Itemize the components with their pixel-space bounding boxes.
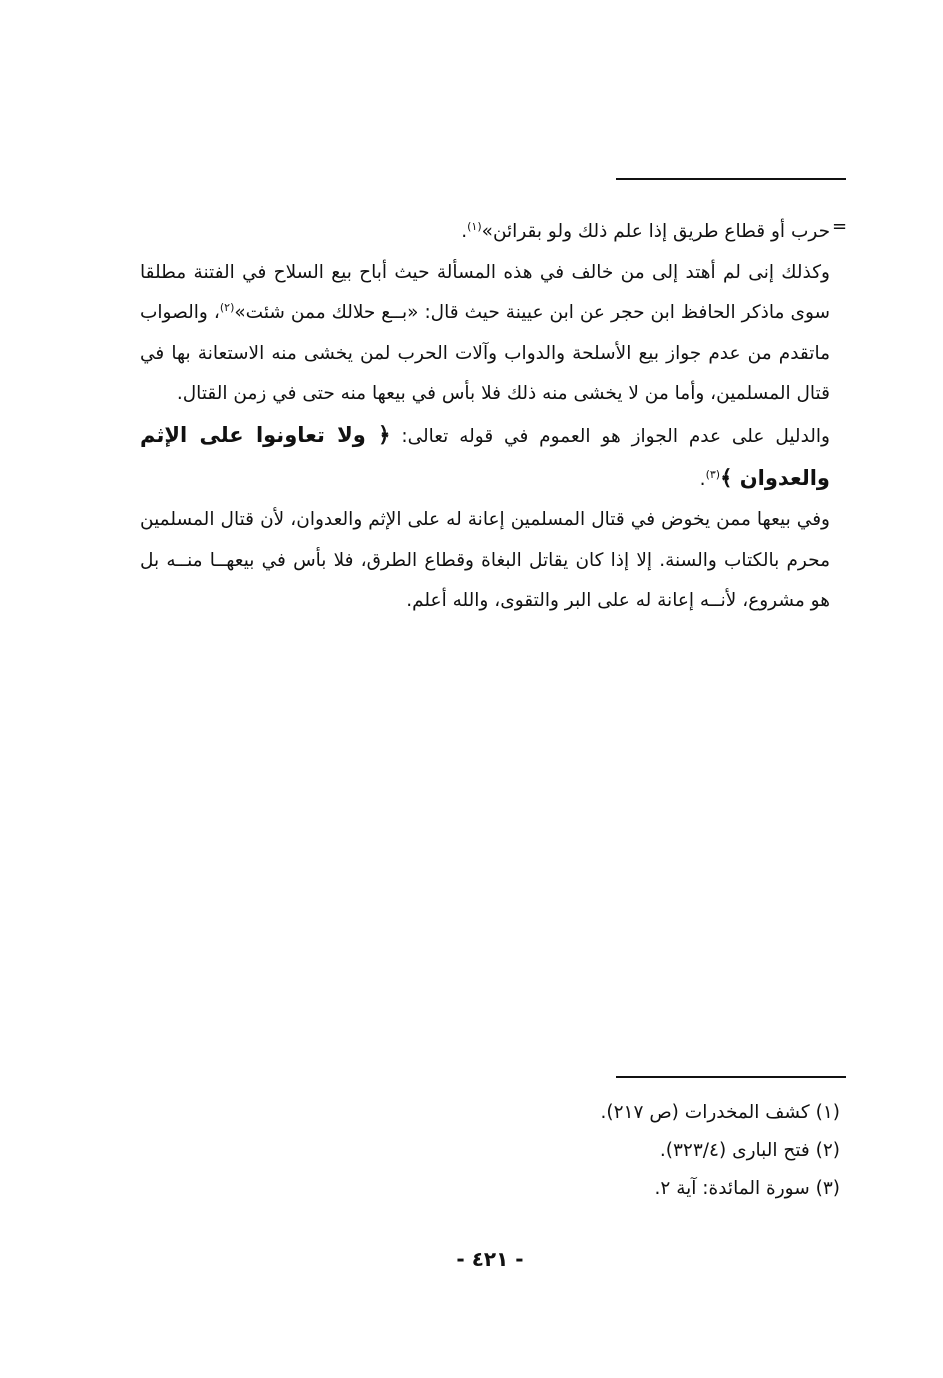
footnote-divider: [616, 1076, 846, 1078]
paragraph-1-text: حرب أو قطاع طريق إذا علم ذلك ولو بقرائن»: [481, 221, 830, 242]
paragraph-3: [140, 415, 830, 500]
footnote-ref-2: (٢): [219, 301, 235, 315]
paragraph-3-end: .: [699, 468, 706, 490]
paragraph-1: [140, 212, 830, 253]
footnotes: [380, 1094, 840, 1208]
top-divider: [616, 178, 846, 180]
paragraph-4: وفي بيعها ممن يخوض في قتال المسلمين إعانة له على الإثم والعدوان، لأن قتال المسلمين محرم بالكتاب والسنة. إلا إذا كان يقاتل البغاة وقطاع الطرق، فلا بأس في بيعهــا منــه بل هو مشروع، لأنــه إعانة له على البر والتقوى، والله أعلم.: [140, 509, 830, 612]
footnote-ref-1: (١): [467, 219, 482, 233]
paragraph-3-before: والدليل على عدم الجواز هو العموم في قوله تعالى:: [390, 425, 830, 447]
footnote-1: (١) كشف المخدرات (ص ٢١٧).: [600, 1102, 840, 1123]
paragraph-2: [140, 253, 830, 415]
continuation-marker: =: [832, 216, 848, 237]
footnote-2: (٢) فتح البارى (٣٢٣/٤).: [659, 1140, 840, 1161]
footnote-ref-3: (٣): [705, 467, 721, 481]
page-number: - ٤٢١ -: [456, 1247, 524, 1271]
quran-verse: ﴿ ولا تعاونوا على الإثم والعدوان ﴾: [140, 422, 830, 490]
main-text: [140, 212, 830, 622]
paragraph-2-after: ، والصواب ماتقدم من عدم جواز بيع الأسلحة والدواب وآلات الحرب لمن يخشى منه الاستعانة بها في قتال المسلمين، وأما من لا يخشى منه ذلك فلا بأس في بيعها منه حتى في زمن القتال.: [140, 302, 830, 405]
footnote-3: (٣) سورة المائدة: آية ٢.: [654, 1178, 840, 1199]
paragraph-2-before: وكذلك إنى لم أهتد إلى من خالف في هذه المسألة حيث أباح بيع السلاح في الفتنة مطلقا سوى ماذكر الحافظ ابن حجر عن ابن عيينة حيث قال: «بــع حلالك ممن شئت»: [140, 261, 831, 324]
paragraph-1-end: .: [461, 221, 468, 242]
